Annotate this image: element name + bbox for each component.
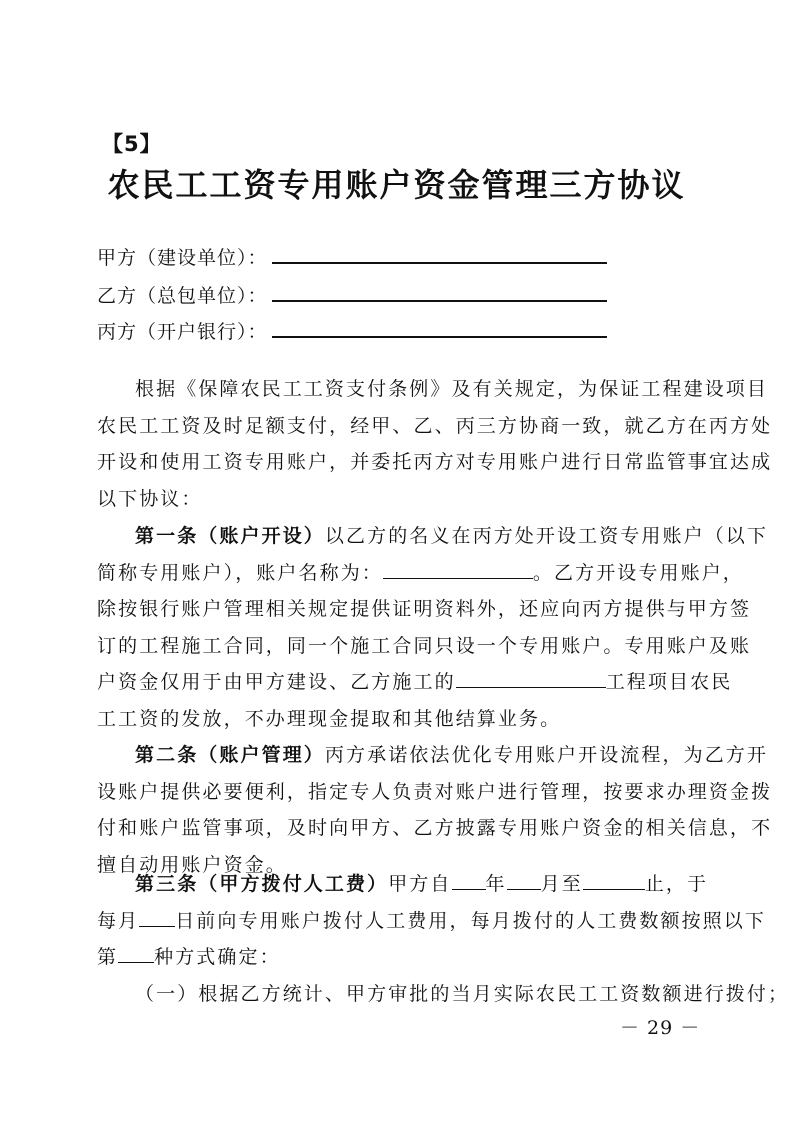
project-name-blank <box>456 671 606 688</box>
article-1-line <box>97 518 769 555</box>
party-b-label: 乙方（总包单位）： <box>97 285 268 307</box>
article-3-text: 月至 <box>540 873 583 895</box>
article-1-line <box>97 664 733 701</box>
article-3-text: 甲方自 <box>388 873 452 895</box>
start-year-blank <box>452 873 486 890</box>
article-3-line <box>97 939 702 976</box>
party-a-row <box>97 243 607 270</box>
party-c-row <box>97 317 607 344</box>
article-1-line: 工工资的发放，不办理现金提取和其他结算业务。 <box>97 707 562 730</box>
party-c-label: 丙方（开户银行）： <box>97 321 268 343</box>
party-c-blank <box>272 318 607 338</box>
method-number-blank <box>118 946 154 963</box>
article-1-line: 除按银行账户管理相关规定提供证明资料外，还应向丙方提供与甲方签 <box>97 598 752 621</box>
article-2-line: 付和账户监管事项，及时向甲方、乙方披露专用账户资金的相关信息，不 <box>97 817 773 840</box>
party-b-blank <box>272 282 607 302</box>
article-3-line: （一）根据乙方统计、甲方审批的当月实际农民工工资数额进行拨付； <box>135 982 790 1005</box>
article-2-heading: 第二条（账户管理） <box>135 744 325 766</box>
page-number: － 29 － <box>620 1017 701 1039</box>
document-tag: 【5】 <box>102 132 162 156</box>
article-2-text: 丙方承诺依法优化专用账户开设流程，为乙方开 <box>324 744 769 766</box>
article-1-text: 简称专用账户），账户名称为： <box>97 561 383 584</box>
account-name-blank <box>383 562 533 579</box>
party-a-blank <box>272 244 607 264</box>
article-1-text: 。乙方开设专用账户， <box>532 561 744 584</box>
article-3-line <box>97 866 709 903</box>
party-a-label: 甲方（建设单位）： <box>97 247 268 269</box>
article-3-text: 种方式确定： <box>154 946 281 969</box>
article-3-line <box>97 903 767 940</box>
document-title: 农民工工资专用账户资金管理三方协议 <box>107 166 686 204</box>
pay-day-blank <box>139 910 175 927</box>
article-3-text: 年 <box>485 873 507 895</box>
article-1-line: 订的工程施工合同，同一个施工合同只设一个专用账户。专用账户及账 <box>97 634 752 657</box>
end-date-blank <box>583 873 645 890</box>
article-3-text: 第 <box>97 946 119 969</box>
intro-line: 农民工工资及时足额支付，经甲、乙、丙三方协商一致，就乙方在丙方处 <box>97 414 773 437</box>
article-1-line <box>97 555 744 592</box>
article-2-line: 擅自动用账户资金。 <box>97 853 287 876</box>
intro-line: 以下协议： <box>97 487 203 510</box>
intro-line: 根据《保障农民工工资支付条例》及有关规定，为保证工程建设项目 <box>135 378 769 400</box>
article-2-line <box>97 737 769 774</box>
article-3-text: 日前向专用账户拨付人工费用，每月拨付的人工费数额按照以下 <box>175 909 767 932</box>
party-b-row <box>97 281 607 308</box>
article-1-text: 工程项目农民 <box>605 671 733 694</box>
article-3-text: 止，于 <box>644 873 709 895</box>
intro-paragraph <box>97 371 773 517</box>
article-1-text: 户资金仅用于由甲方建设、乙方施工的 <box>97 671 456 694</box>
article-3-text: 每月 <box>97 909 140 932</box>
article-1 <box>97 518 769 738</box>
article-2 <box>97 737 773 883</box>
article-3-heading: 第三条（甲方拨付人工费） <box>135 873 389 895</box>
article-1-text: 以乙方的名义在丙方处开设工资专用账户（以下 <box>324 525 769 547</box>
intro-line: 开设和使用工资专用账户，并委托丙方对专用账户进行日常监管事宜达成 <box>97 451 773 474</box>
article-1-heading: 第一条（账户开设） <box>135 525 325 547</box>
article-2-line: 设账户提供必要便利，指定专人负责对账户进行管理，按要求办理资金拨 <box>97 780 773 803</box>
article-3 <box>97 866 790 1012</box>
start-month-blank <box>507 873 541 890</box>
